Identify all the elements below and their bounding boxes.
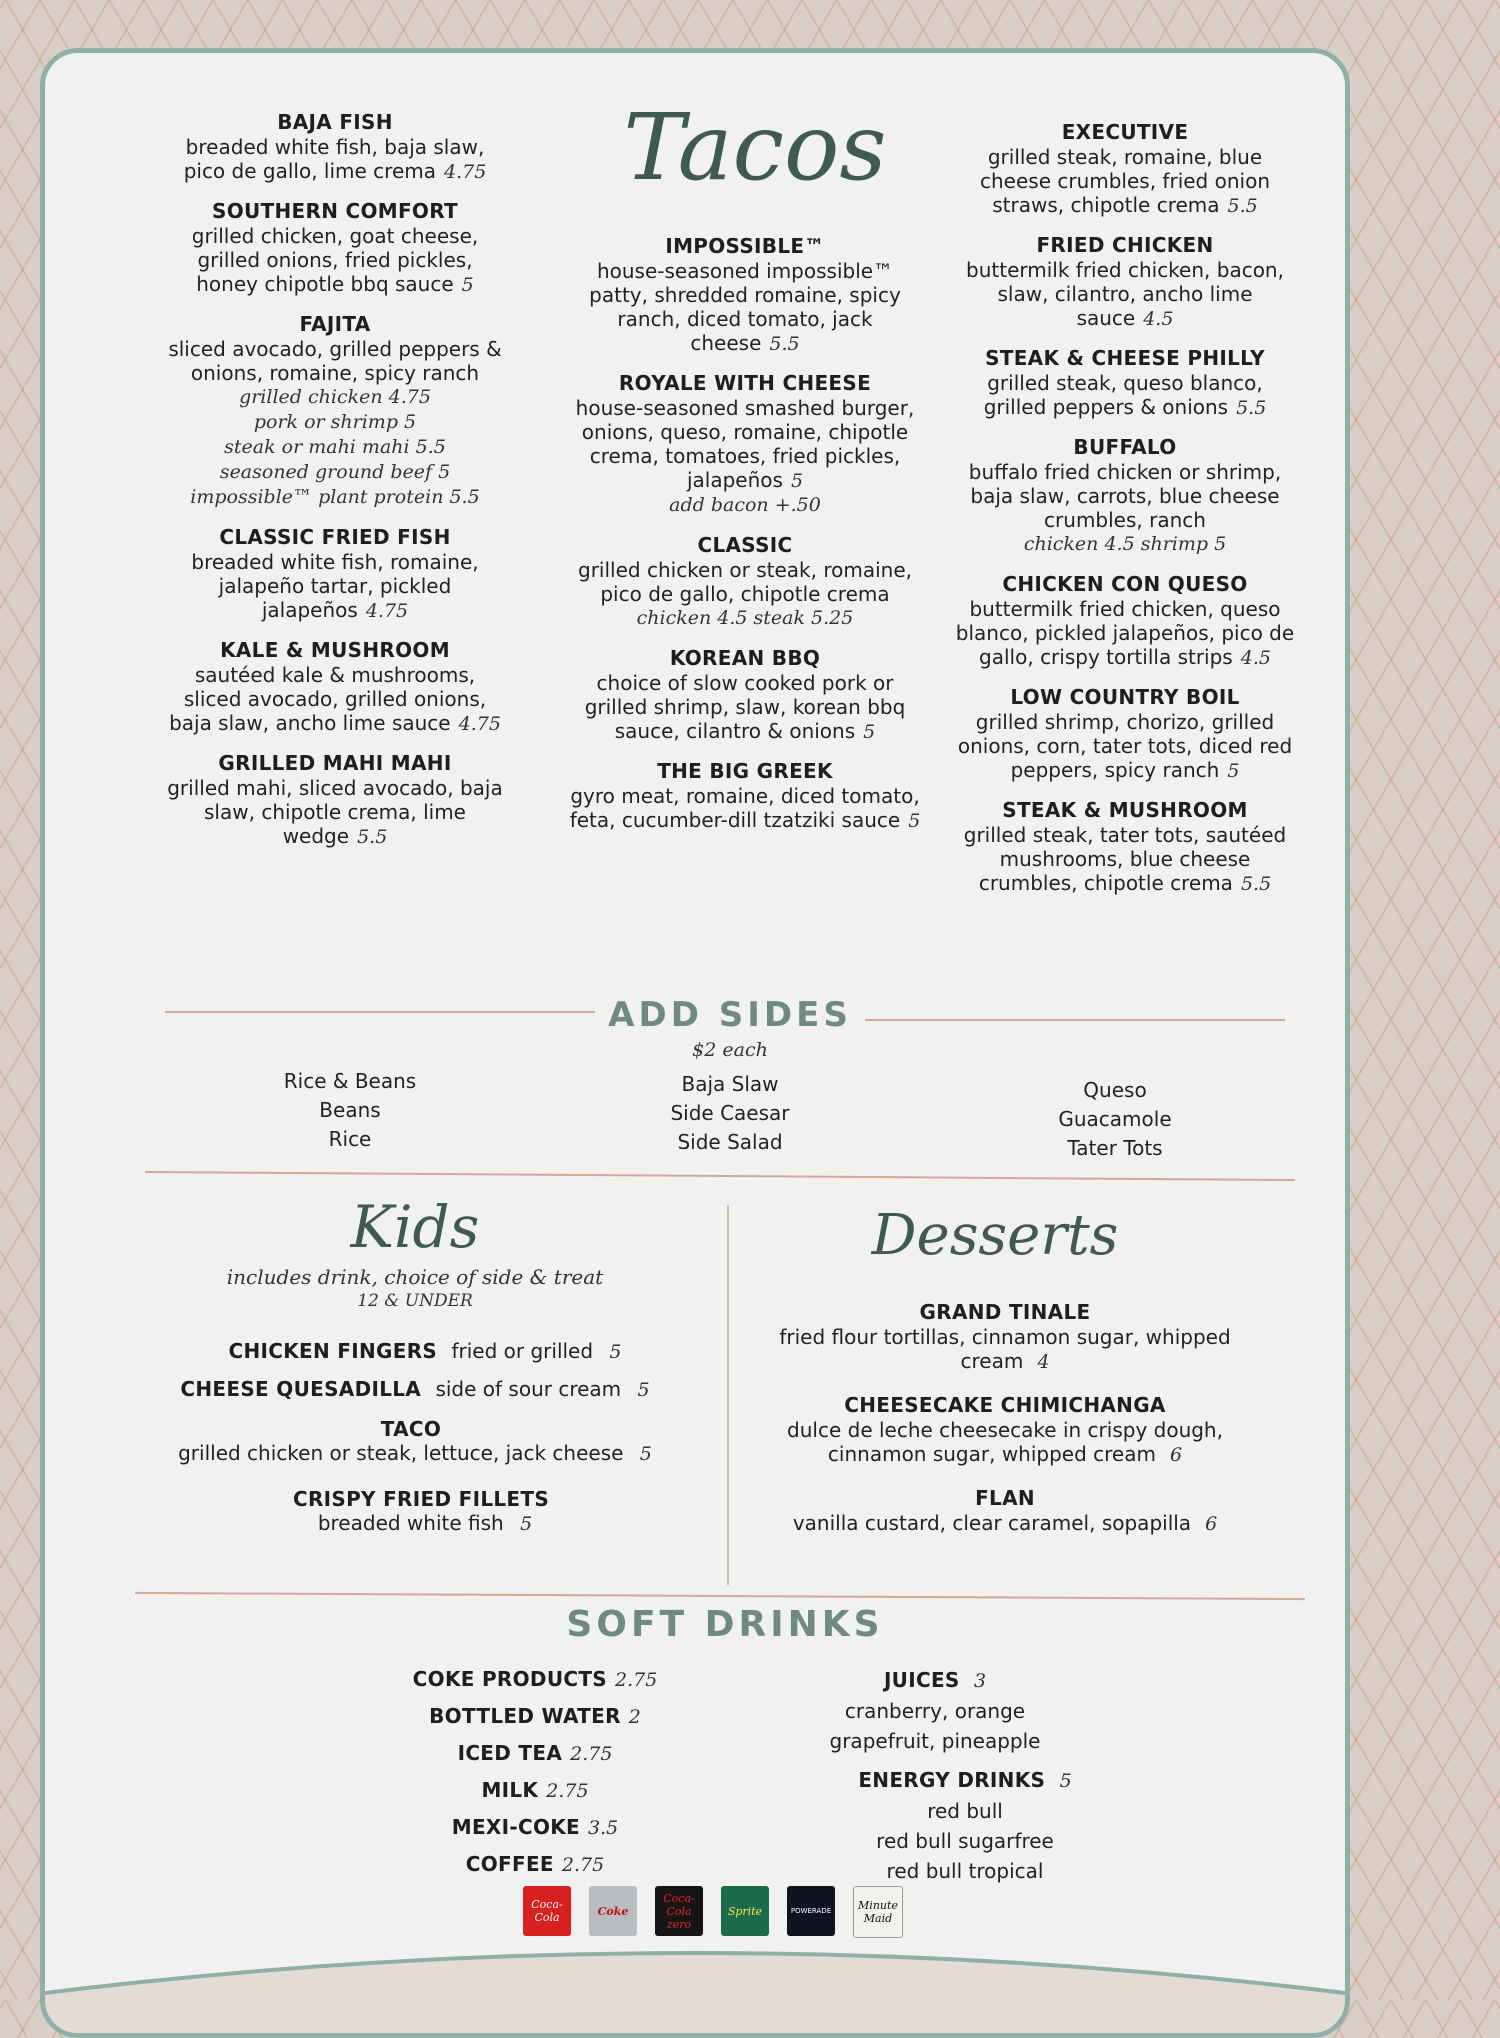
item-name: IMPOSSIBLE™ — [665, 234, 825, 258]
menu-item — [955, 119, 1295, 218]
item-option: steak or mahi mahi 5.5 — [224, 436, 446, 458]
menu-card — [40, 48, 1350, 2038]
drink-item — [375, 1809, 695, 1846]
sides-bottom-rule — [145, 1171, 1295, 1181]
item-price: 5.5 — [357, 826, 388, 848]
item-price: 5 — [790, 470, 804, 492]
item-name: CLASSIC FRIED FISH — [219, 525, 451, 549]
item-name: FAJITA — [299, 312, 371, 336]
menu-item — [565, 758, 925, 833]
item-option: chicken 4.5 shrimp 5 — [1023, 533, 1227, 555]
item-price: 5.5 — [1240, 873, 1272, 895]
item-desc — [955, 258, 1295, 331]
tacos-right-column — [955, 119, 1295, 910]
item-price: 5 — [520, 1513, 533, 1535]
item-option: impossible™ plant protein 5.5 — [190, 486, 480, 508]
side-item: Tater Tots — [1067, 1136, 1163, 1160]
diet-coke-logo: Coke — [589, 1886, 637, 1936]
item-price: 5.5 — [1236, 397, 1267, 419]
item-price: 5 — [609, 1341, 622, 1363]
item-desc — [765, 1511, 1245, 1536]
item-price: 4.75 — [443, 161, 487, 183]
item-option: grilled chicken 4.75 — [239, 386, 431, 408]
item-desc-text: dulce de leche cheesecake in crispy dough, cinnamon sugar, whipped cream — [787, 1418, 1223, 1466]
menu-item — [955, 434, 1295, 557]
item-desc — [165, 663, 505, 736]
item-desc — [165, 337, 505, 385]
item-desc-text: buttermilk fried chicken, queso blanco, pickled jalapeños, pico de gallo, crispy tortilla strips — [955, 597, 1295, 669]
item-name: FRIED CHICKEN — [1036, 233, 1214, 257]
menu-content — [45, 53, 1345, 2033]
item-desc-text: fried flour tortillas, cinnamon sugar, whipped cream — [779, 1325, 1231, 1373]
item-desc: side of sour cream — [435, 1377, 622, 1401]
sides-column-3 — [1000, 1076, 1230, 1163]
item-option: pork or shrimp 5 — [253, 411, 417, 433]
kids-item-cheese-quesadilla — [135, 1377, 695, 1401]
item-name: CHEESE QUESADILLA — [180, 1377, 422, 1401]
item-desc — [165, 550, 505, 623]
item-name: BOTTLED WATER — [429, 1704, 621, 1728]
side-item: Side Caesar — [670, 1101, 790, 1125]
item-name: CHICKEN FINGERS — [228, 1339, 438, 1363]
item-desc: breaded white fish — [317, 1511, 504, 1535]
item-name: JUICES — [883, 1668, 960, 1692]
item-price: 5.5 — [769, 333, 800, 355]
item-desc — [765, 1418, 1245, 1467]
item-desc: grilled chicken or steak, lettuce, jack cheese — [178, 1441, 624, 1465]
coca-cola-logo: Coca-Cola — [523, 1886, 571, 1936]
juices-block — [775, 1665, 1095, 1756]
drink-item — [375, 1698, 695, 1735]
item-name: ICED TEA — [457, 1741, 563, 1765]
item-name: MEXI-COKE — [451, 1815, 581, 1839]
item-price: 5 — [1227, 760, 1240, 782]
item-desc — [565, 558, 925, 606]
bottom-wave — [45, 1923, 1345, 2038]
item-name: ROYALE WITH CHEESE — [618, 371, 872, 395]
menu-item — [565, 370, 925, 518]
item-name: EXECUTIVE — [1061, 120, 1189, 144]
item-desc — [955, 823, 1295, 896]
menu-item — [955, 345, 1295, 420]
coke-zero-logo: Coca-Cola zero — [655, 1886, 703, 1936]
item-price: 4.5 — [1143, 308, 1174, 330]
menu-item — [165, 311, 505, 510]
item-price: 5.5 — [1227, 195, 1258, 217]
item-desc-text: sautéed kale & mushrooms, sliced avocado, grilled onions, baja slaw, ancho lime sauce — [169, 663, 487, 735]
item-desc — [955, 597, 1295, 670]
item-name: CHICKEN CON QUESO — [1002, 572, 1248, 596]
item-desc: fried or grilled — [451, 1339, 594, 1363]
desserts-title: Desserts — [871, 1203, 1119, 1268]
item-desc-text: grilled shrimp, chorizo, grilled onions, corn, tater tots, diced red peppers, spicy ranch — [957, 710, 1293, 782]
menu-item — [565, 532, 925, 631]
dessert-item — [765, 1485, 1245, 1536]
item-desc-text: grilled mahi, sliced avocado, baja slaw, chipotle crema, lime wedge — [167, 776, 503, 848]
item-name: STEAK & MUSHROOM — [1002, 798, 1248, 822]
item-price: 4 — [1037, 1351, 1050, 1373]
item-desc — [565, 671, 925, 744]
item-price: 2.75 — [546, 1780, 589, 1802]
menu-item — [565, 645, 925, 744]
item-desc-text: vanilla custard, clear caramel, sopapilla — [792, 1511, 1192, 1535]
menu-item — [165, 198, 505, 297]
side-item: Rice — [328, 1127, 372, 1151]
item-name: LOW COUNTRY BOIL — [1010, 685, 1240, 709]
item-name: KALE & MUSHROOM — [220, 638, 450, 662]
soft-drinks-heading: SOFT DRINKS — [566, 1604, 884, 1645]
drink-item — [375, 1846, 695, 1883]
item-name: KOREAN BBQ — [669, 646, 821, 670]
item-desc — [955, 710, 1295, 783]
item-desc — [165, 135, 505, 184]
item-name: CHEESECAKE CHIMICHANGA — [844, 1393, 1166, 1417]
kids-age: 12 & UNDER — [357, 1291, 473, 1311]
item-desc-text: grilled steak, queso blanco, grilled peppers & onions — [983, 371, 1263, 419]
item-name: FLAN — [975, 1486, 1035, 1510]
item-desc — [955, 460, 1295, 532]
kids-desserts-divider — [727, 1205, 729, 1585]
item-price: 4.75 — [458, 713, 501, 735]
item-desc-text: grilled chicken, goat cheese, grilled onions, fried pickles, honey chipotle bbq sauce — [191, 224, 479, 296]
item-name: BAJA FISH — [277, 110, 393, 134]
side-item: Rice & Beans — [283, 1069, 417, 1093]
item-price: 5 — [639, 1443, 652, 1465]
menu-item — [165, 750, 505, 849]
sides-column-1 — [235, 1067, 465, 1154]
item-desc — [565, 784, 925, 833]
item-desc-text: grilled steak, tater tots, sautéed mushrooms, blue cheese crumbles, chipotle crema — [963, 823, 1287, 895]
tacos-title: Tacos — [623, 94, 887, 201]
menu-item — [165, 637, 505, 736]
item-desc-text: breaded white fish, romaine, jalapeño tartar, pickled jalapeños — [191, 550, 479, 622]
side-item: Baja Slaw — [681, 1072, 779, 1096]
dessert-item — [765, 1392, 1245, 1467]
item-price: 4.5 — [1240, 647, 1271, 669]
item-desc — [565, 259, 925, 356]
menu-item — [955, 797, 1295, 896]
energy-line-3: red bull tropical — [886, 1859, 1044, 1883]
item-price: 5 — [908, 810, 921, 832]
sides-rule-right — [865, 1019, 1285, 1021]
drink-item — [375, 1661, 695, 1698]
item-desc-text: house-seasoned smashed burger, onions, queso, romaine, chipotle crema, tomatoes, fried pickles, jalapeños — [575, 396, 915, 492]
item-option: add bacon +.50 — [669, 494, 821, 516]
kids-item-crispy-fried-fillets — [175, 1487, 675, 1535]
item-name: STEAK & CHEESE PHILLY — [985, 346, 1265, 370]
item-desc — [955, 371, 1295, 420]
item-name: CRISPY FRIED FILLETS — [292, 1487, 550, 1511]
menu-item — [165, 524, 505, 623]
item-name: GRAND TINALE — [919, 1300, 1091, 1324]
drink-item — [375, 1772, 695, 1809]
kids-note: includes drink, choice of side & treat — [226, 1265, 604, 1289]
desserts-list — [765, 1299, 1245, 1554]
item-price: 5 — [863, 721, 876, 743]
side-item: Beans — [319, 1098, 381, 1122]
item-desc-text: choice of slow cooked pork or grilled shrimp, slaw, korean bbq sauce, cilantro & onions — [584, 671, 906, 743]
item-desc-text: gyro meat, romaine, diced tomato, feta, cucumber-dill tzatziki sauce — [569, 784, 920, 832]
item-desc-text: grilled chicken or steak, romaine, pico de gallo, chipotle crema — [578, 558, 912, 606]
item-name: COFFEE — [465, 1852, 554, 1876]
side-item: Queso — [1083, 1078, 1147, 1102]
item-desc-text: buttermilk fried chicken, bacon, slaw, cilantro, ancho lime sauce — [966, 258, 1284, 330]
item-price: 4.75 — [365, 600, 409, 622]
item-desc-text: buffalo fried chicken or shrimp, baja slaw, carrots, blue cheese crumbles, ranch — [968, 460, 1282, 532]
energy-line-2: red bull sugarfree — [876, 1829, 1054, 1853]
menu-item — [955, 232, 1295, 331]
minute-maid-logo: Minute Maid — [853, 1886, 903, 1938]
item-name: ENERGY DRINKS — [858, 1768, 1046, 1792]
item-price: 6 — [1205, 1513, 1218, 1535]
item-name: CLASSIC — [697, 533, 793, 557]
sprite-logo: Sprite — [721, 1886, 769, 1936]
dessert-item — [765, 1299, 1245, 1374]
menu-item — [165, 109, 505, 184]
item-name: COKE PRODUCTS — [412, 1667, 608, 1691]
juices-line-1: cranberry, orange — [844, 1699, 1026, 1723]
side-item: Guacamole — [1058, 1107, 1172, 1131]
item-desc-text: breaded white fish, baja slaw, pico de gallo, lime crema — [183, 135, 485, 183]
item-price: 2.75 — [570, 1743, 613, 1765]
item-name: GRILLED MAHI MAHI — [218, 751, 452, 775]
item-name: BUFFALO — [1073, 435, 1177, 459]
kids-item-chicken-fingers — [155, 1339, 695, 1363]
side-item: Side Salad — [677, 1130, 783, 1154]
drink-item — [375, 1735, 695, 1772]
item-price: 6 — [1169, 1444, 1183, 1466]
item-name: SOUTHERN COMFORT — [212, 199, 458, 223]
item-price: 5 — [1059, 1770, 1072, 1792]
item-price: 2 — [628, 1706, 641, 1728]
tacos-left-column — [165, 109, 505, 863]
energy-drinks-block — [805, 1765, 1125, 1886]
item-price: 5 — [637, 1379, 650, 1401]
menu-item — [565, 233, 925, 356]
sides-column-2 — [630, 1070, 830, 1157]
item-desc-text: grilled steak, romaine, blue cheese crumbles, fried onion straws, chipotle crema — [980, 145, 1270, 217]
item-desc — [165, 776, 505, 849]
item-desc-text: house-seasoned impossible™ patty, shredded romaine, spicy ranch, diced tomato, jack cheese — [589, 259, 901, 355]
menu-item — [955, 571, 1295, 670]
item-desc — [765, 1325, 1245, 1374]
item-price: 2.75 — [615, 1669, 658, 1691]
item-name: MILK — [481, 1778, 539, 1802]
item-desc — [165, 224, 505, 297]
item-name: THE BIG GREEK — [657, 759, 833, 783]
sides-price-note: $2 each — [692, 1039, 768, 1061]
powerade-logo: POWERADE — [787, 1886, 835, 1936]
energy-line-1: red bull — [927, 1799, 1003, 1823]
item-desc — [565, 396, 925, 493]
item-desc-text: sliced avocado, grilled peppers & onions, romaine, spicy ranch — [168, 337, 502, 385]
sides-heading: ADD SIDES — [608, 995, 852, 1035]
item-price: 3.5 — [588, 1817, 619, 1839]
item-option: seasoned ground beef 5 — [219, 461, 451, 483]
item-price: 5 — [461, 274, 474, 296]
item-price: 3 — [973, 1670, 987, 1692]
kids-title: Kids — [350, 1193, 480, 1261]
kids-item-taco — [125, 1417, 705, 1465]
item-price: 2.75 — [561, 1854, 605, 1876]
item-name: TACO — [380, 1417, 442, 1441]
soft-drinks-left-list — [375, 1661, 695, 1883]
juices-line-2: grapefruit, pineapple — [829, 1729, 1041, 1753]
item-desc — [955, 145, 1295, 218]
item-option: chicken 4.5 steak 5.25 — [636, 607, 854, 629]
tacos-middle-column — [565, 233, 925, 847]
sides-rule-left — [165, 1011, 595, 1013]
menu-item — [955, 684, 1295, 783]
